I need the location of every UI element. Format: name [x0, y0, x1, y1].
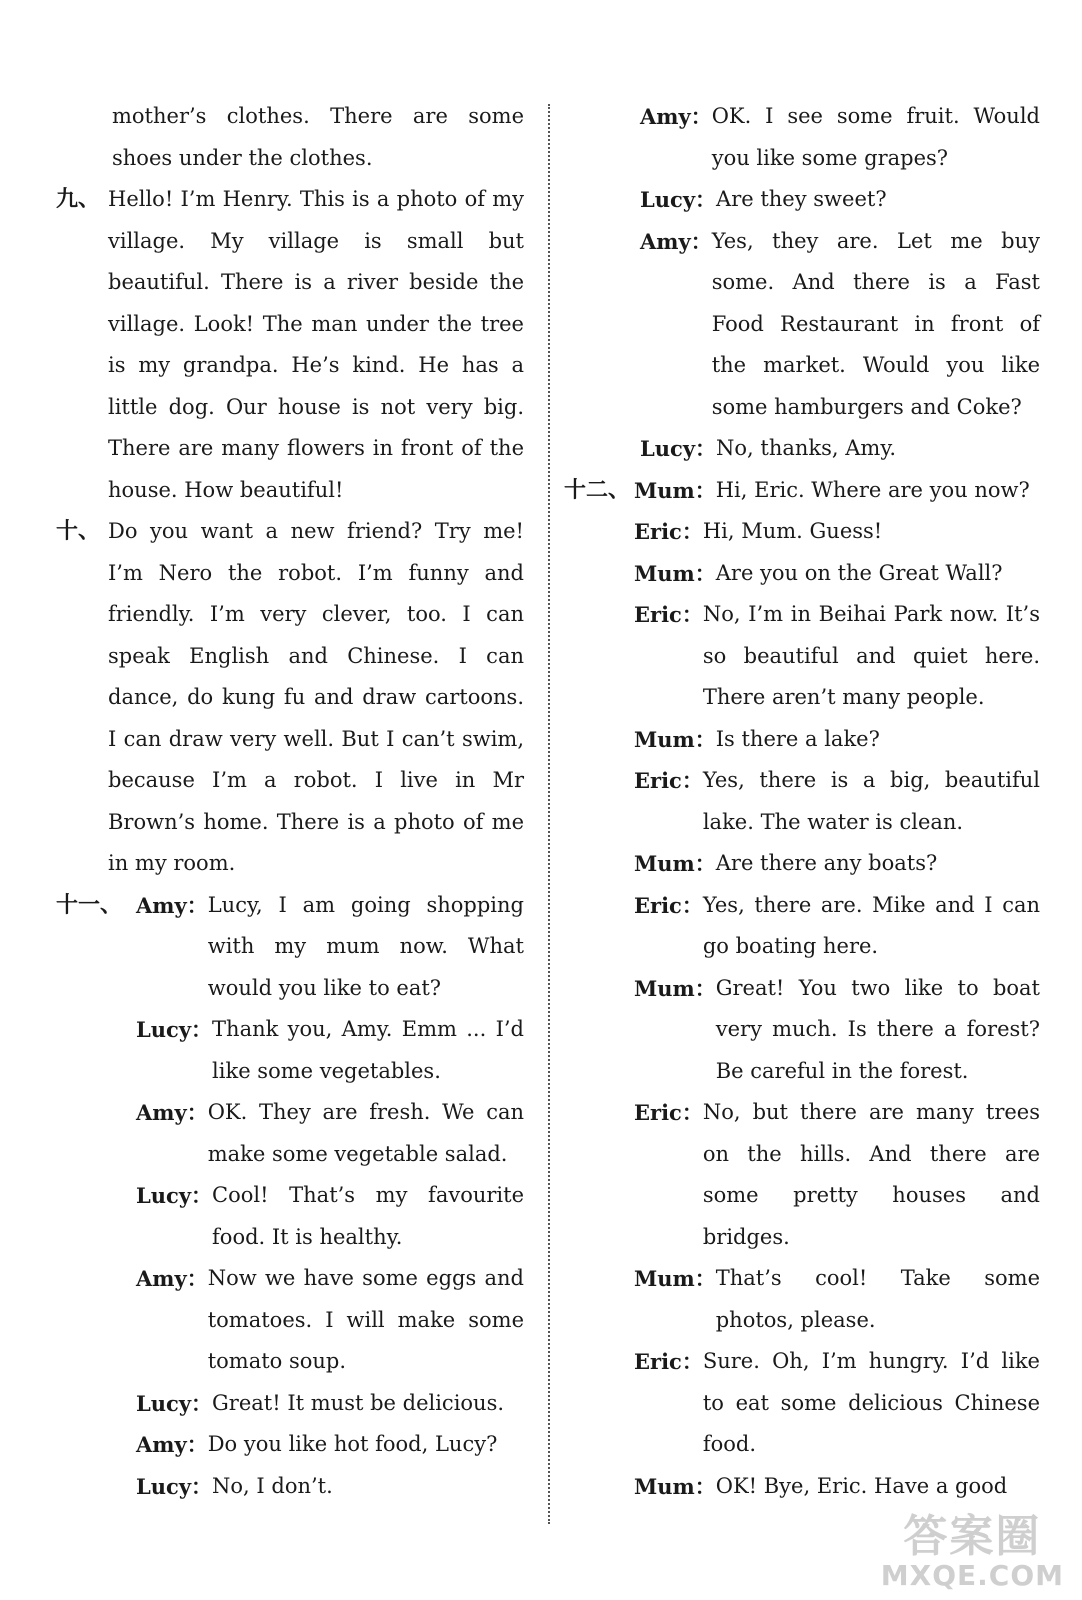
dialogue-text: Great! You two like to boat very much. Is there a forest? Be careful in the forest.: [715, 975, 1040, 1083]
dialogue-line: [640, 428, 1040, 470]
section-number: 十二、: [564, 476, 631, 503]
dialogue-text: No, but there are many trees on the hills. And there are some pretty houses and bridges.: [702, 1100, 1040, 1249]
dialogue-line: [136, 1258, 524, 1383]
section-10-text: Do you want a new friend? Try me! I’m Nero the robot. I’m funny and friendly. I’m very clever, too. I can speak English and Chinese. I can dance, do kung fu and draw cartoons. I can draw very well. But I can’t swim, because I’m a robot. I live in Mr Brown’s home. There is a photo of me in my room.: [108, 519, 524, 875]
speaker-name: Eric：: [634, 892, 703, 918]
dialogue-text: Cool! That’s my favourite food. It is healthy.: [212, 1183, 524, 1249]
speaker-name: Mum：: [634, 1266, 716, 1291]
speaker-name: Amy：: [640, 104, 712, 129]
speaker-name: Lucy：: [640, 187, 717, 212]
dialogue-text: No, I’m in Beihai Park now. It’s so beautiful and quiet here. There aren’t many people.: [702, 602, 1040, 709]
dialogue-text: Hi, Eric. Where are you now?: [715, 477, 1030, 502]
dialogue-line: [136, 885, 524, 1010]
dialogue-line: [136, 1092, 524, 1175]
section-9-text: Hello! I’m Henry. This is a photo of my village. My village is small but beautiful. There is a river beside the village. Look! The man under the tree is my grandpa. He’s kind. He has a little dog. Our house is not very big. There are many flowers in front of the house. How beautiful!: [108, 187, 524, 502]
right-column: [564, 96, 1040, 1507]
dialogue-line: [634, 553, 1040, 595]
section-number: 十、: [56, 518, 101, 544]
section-12: [564, 470, 1040, 1508]
dialogue-text: Great! It must be delicious.: [212, 1390, 505, 1415]
speaker-name: Mum：: [634, 975, 716, 1001]
dialogue-line: [634, 594, 1040, 719]
dialogue-line: [634, 719, 1040, 761]
speaker-name: Lucy：: [136, 1473, 213, 1499]
speaker-name: Eric：: [634, 1349, 703, 1374]
dialogue-text: Yes, there are. Mike and I can go boating here.: [702, 892, 1040, 958]
dialogue-text: Now we have some eggs and tomatoes. I will make some tomato soup.: [207, 1266, 524, 1373]
dialogue-text: OK! Bye, Eric. Have a good: [715, 1473, 1008, 1498]
speaker-name: Amy：: [136, 1100, 208, 1125]
dialogue-text: Are you on the Great Wall?: [715, 560, 1003, 585]
speaker-name: Eric：: [634, 768, 703, 793]
dialogue-text: Hi, Mum. Guess!: [702, 519, 883, 543]
speaker-name: Mum：: [634, 851, 716, 876]
watermark: [880, 1511, 1064, 1592]
speaker-name: Amy：: [136, 892, 208, 918]
speaker-name: Eric：: [634, 602, 703, 627]
speaker-name: Eric：: [634, 1100, 703, 1125]
dialogue-text: Do you like hot food, Lucy?: [207, 1432, 498, 1456]
dialogue-text: Yes, there is a big, beautiful lake. The water is clean.: [702, 768, 1040, 834]
speaker-name: Amy：: [136, 1266, 208, 1291]
dialogue-line: [634, 511, 1040, 553]
watermark-logo-text: 答案圈: [903, 1511, 1042, 1563]
dialogue-line: [634, 470, 1040, 512]
dialogue-text: That’s cool! Take some photos, please.: [715, 1266, 1040, 1332]
dialogue-line: [634, 968, 1040, 1093]
dialogue-line: [634, 760, 1040, 843]
speaker-name: Lucy：: [136, 1390, 213, 1416]
section-11: [56, 885, 524, 1508]
speaker-name: Lucy：: [640, 436, 717, 461]
dialogue-text: Is there a lake?: [715, 726, 880, 751]
dialogue-text: No, I don’t.: [212, 1473, 333, 1498]
dialogue-text: OK. I see some fruit. Would you like some grapes?: [711, 104, 1040, 170]
section-number: 九、: [56, 186, 101, 212]
section-11-continued: [572, 96, 1040, 470]
dialogue-line: [136, 1466, 524, 1508]
dialogue-line: [640, 179, 1040, 221]
speaker-name: Mum：: [634, 477, 716, 503]
watermark-url: MXQE.COM: [880, 1558, 1064, 1592]
speaker-name: Amy：: [640, 228, 712, 254]
dialogue-line: [136, 1383, 524, 1425]
speaker-name: Amy：: [136, 1432, 208, 1457]
dialogue-line: [136, 1009, 524, 1092]
dialogue-text: Lucy, I am going shopping with my mum now. What would you like to eat?: [207, 892, 524, 1000]
speaker-name: Mum：: [634, 560, 716, 586]
dialogue-text: OK. They are fresh. We can make some vegetable salad.: [207, 1100, 524, 1166]
dialogue-line: [136, 1424, 524, 1466]
section-10: [56, 511, 524, 885]
dialogue-line: [634, 843, 1040, 885]
speaker-name: Lucy：: [136, 1017, 213, 1042]
column-divider: [548, 104, 550, 1524]
dialogue-line: [640, 221, 1040, 429]
speaker-name: Mum：: [634, 1473, 716, 1499]
dialogue-text: Are they sweet?: [716, 187, 887, 211]
speaker-name: Mum：: [634, 726, 716, 752]
dialogue-line: [634, 1466, 1040, 1508]
dialogue-text: Yes, they are. Let me buy some. And there is a Fast Food Restaurant in front of the market. Would you like some hamburgers and Coke?: [711, 228, 1040, 419]
dialogue-text: Sure. Oh, I’m hungry. I’d like to eat some delicious Chinese food.: [702, 1349, 1040, 1456]
dialogue-line: [634, 1341, 1040, 1466]
dialogue-line: [634, 885, 1040, 968]
left-column: [56, 96, 524, 1507]
continuation-paragraph: mother’s clothes. There are some shoes under the clothes.: [112, 104, 524, 170]
dialogue-line: [136, 1175, 524, 1258]
dialogue-line: [634, 1258, 1040, 1341]
speaker-name: Eric：: [634, 519, 703, 544]
section-9: [56, 179, 524, 511]
dialogue-text: No, thanks, Amy.: [716, 436, 897, 460]
dialogue-text: Are there any boats?: [715, 851, 938, 875]
speaker-name: Lucy：: [136, 1183, 213, 1208]
section-number: 十一、: [56, 891, 123, 918]
dialogue-line: [634, 1092, 1040, 1258]
dialogue-line: [640, 96, 1040, 179]
dialogue-text: Thank you, Amy. Emm ... I’d like some vegetables.: [212, 1017, 524, 1083]
